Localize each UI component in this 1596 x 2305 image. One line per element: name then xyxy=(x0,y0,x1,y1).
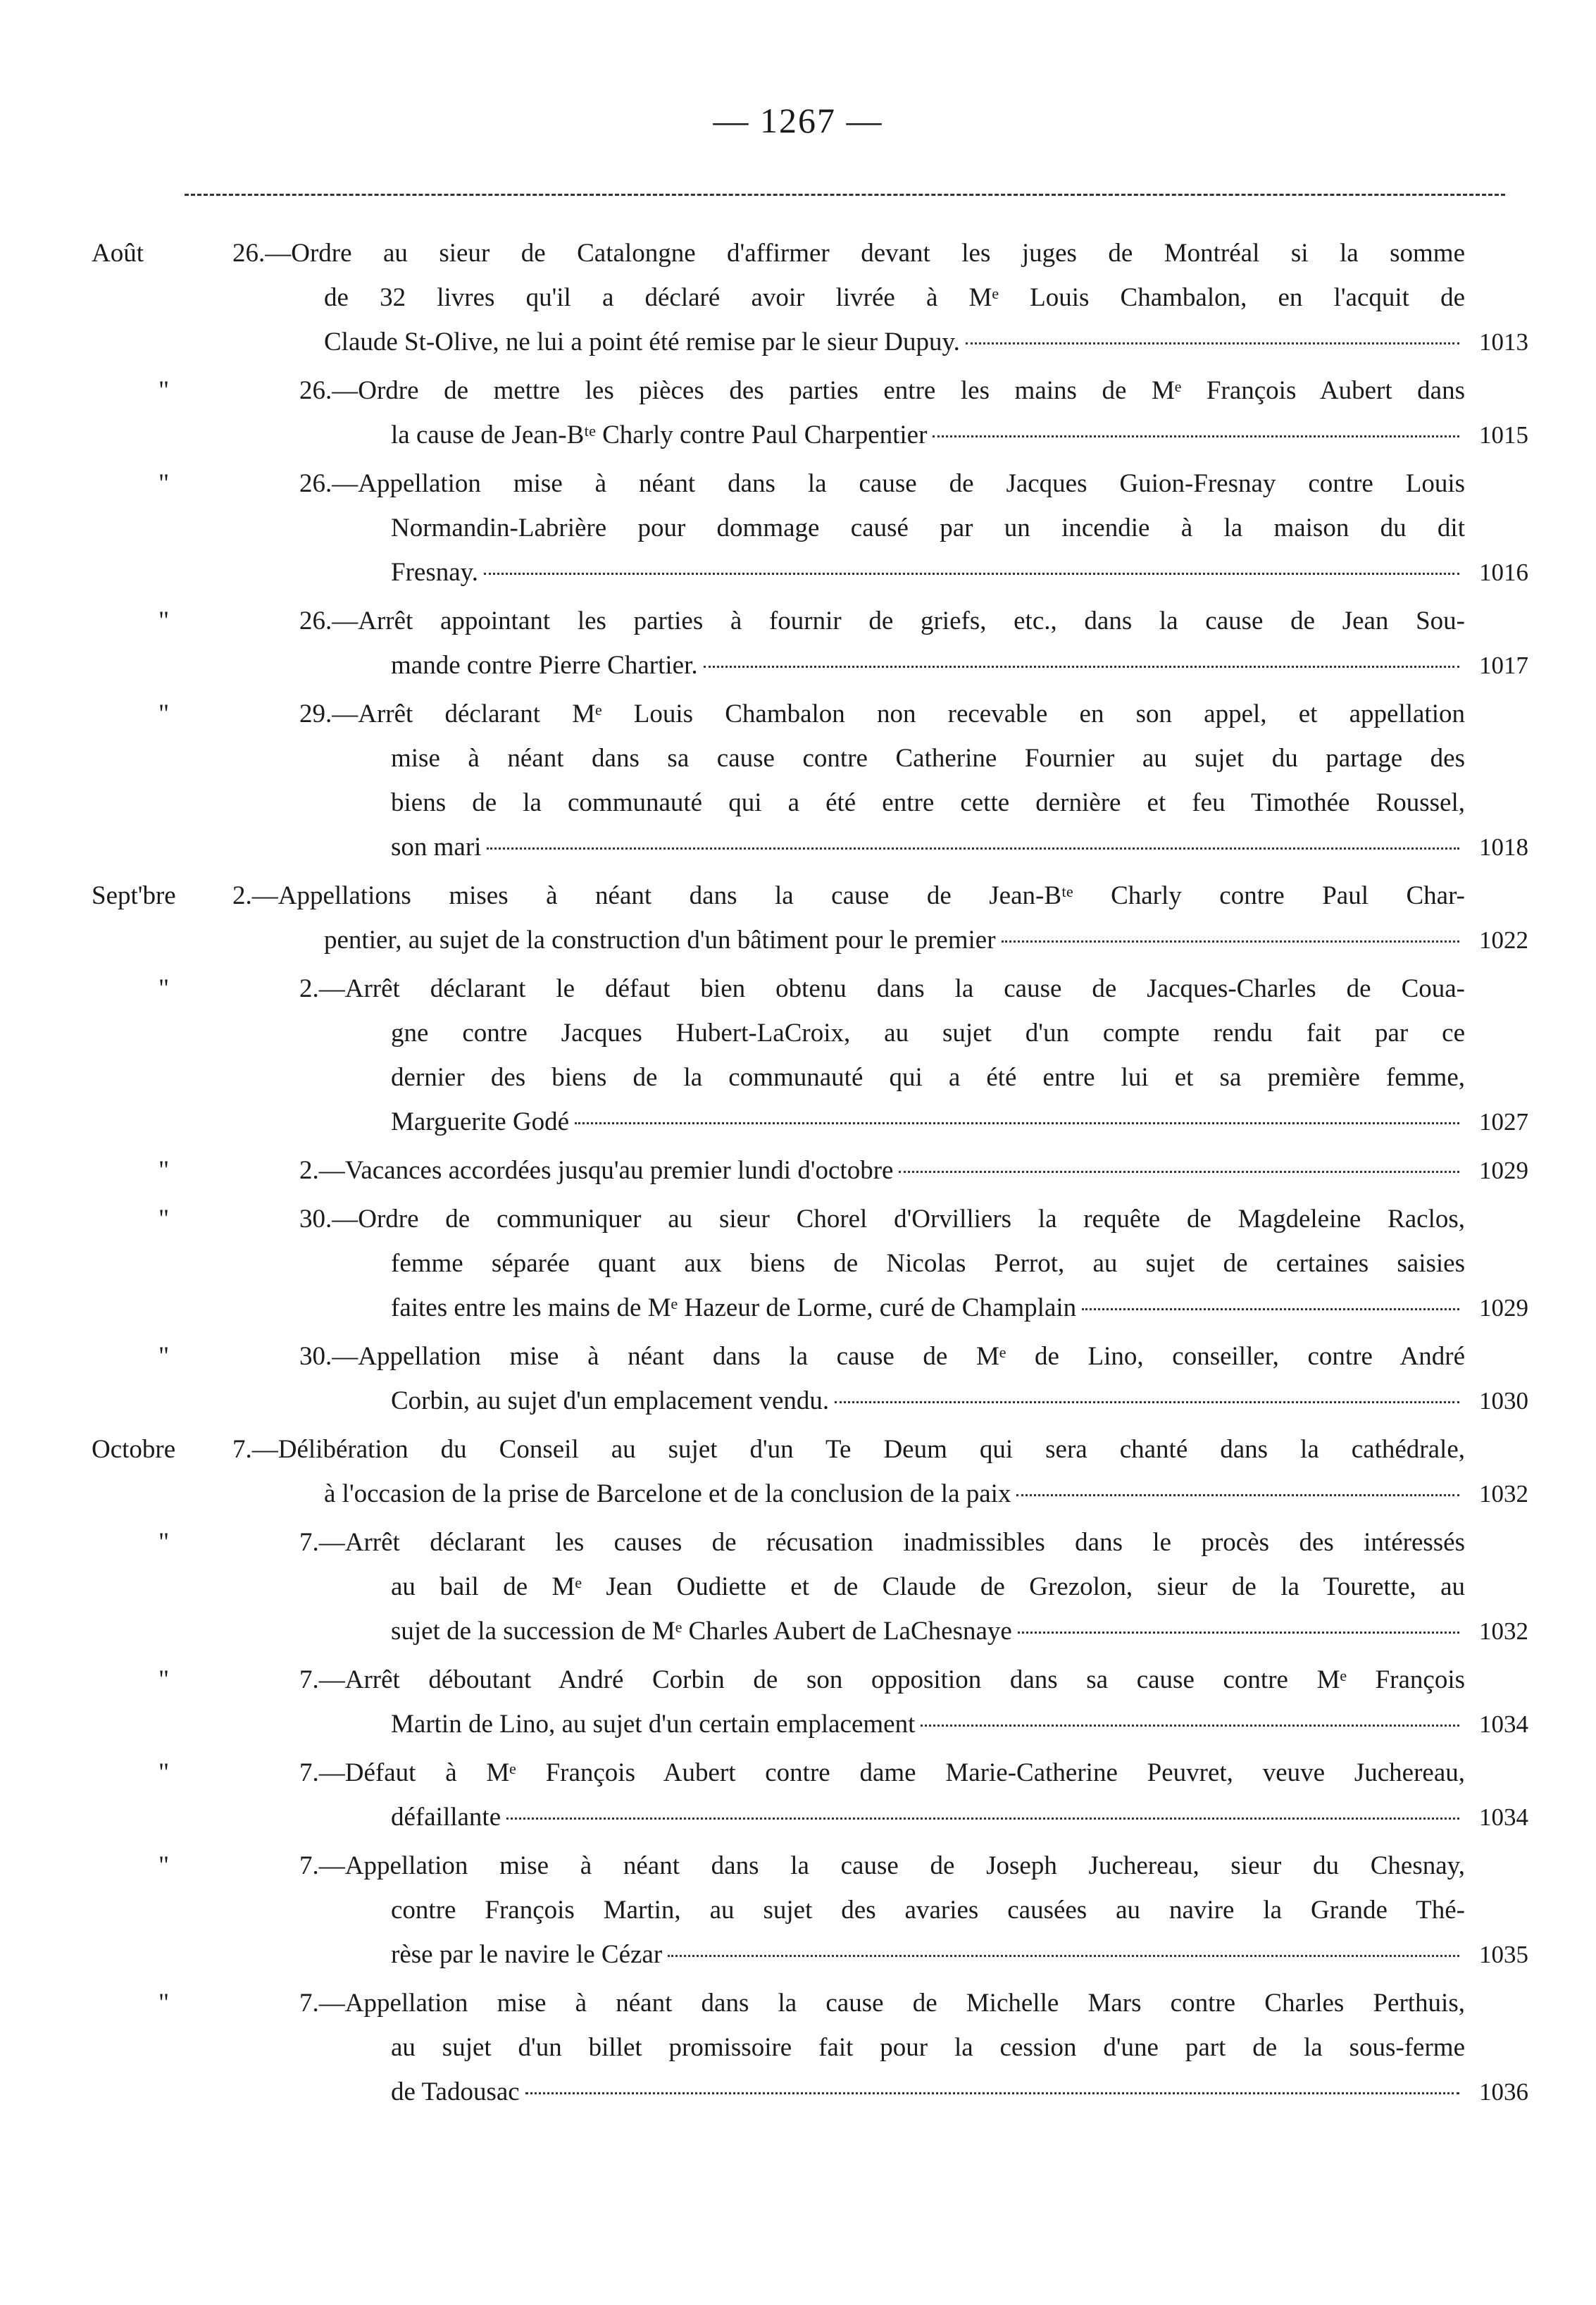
entry-month: Sept'bre xyxy=(92,881,176,910)
entry-text: 7.—Arrêt déboutant André Corbin de son opposition dans sa cause contre Mᵉ François xyxy=(299,1665,1465,1694)
entry-text: 26.—Arrêt appointant les parties à fournir de griefs, etc., dans la cause de Jean Sou- xyxy=(299,607,1465,635)
entry-page-number: 1036 xyxy=(1479,2078,1528,2106)
entry-month: " xyxy=(158,1528,170,1557)
index-entry xyxy=(92,1148,1528,1193)
entry-line xyxy=(299,1565,1528,1609)
entry-page-number: 1015 xyxy=(1479,421,1528,449)
entry-line xyxy=(299,1795,1528,1839)
entry-line xyxy=(232,320,1528,364)
entry-line xyxy=(299,1148,1528,1193)
entry-text: Marguerite Godé xyxy=(391,1107,570,1136)
entry-line xyxy=(299,643,1528,688)
dot-leader xyxy=(668,1955,1459,1957)
entry-content xyxy=(299,1148,1528,1193)
entry-month: " xyxy=(158,1342,170,1371)
entry-text: 7.—Défaut à Mᵉ François Aubert contre dame Marie-Catherine Peuvret, veuve Juchereau, xyxy=(299,1758,1465,1787)
entry-text: Fresnay. xyxy=(391,558,478,587)
entry-line xyxy=(299,1286,1528,1330)
index-entry xyxy=(92,461,1528,595)
entry-text: biens de la communauté qui a été entre cette dernière et feu Timothée Roussel, xyxy=(391,788,1465,817)
entry-text: 7.—Délibération du Conseil au sujet d'un Te Deum qui sera chanté dans la cathédrale, xyxy=(232,1435,1465,1464)
entry-text: 7.—Appellation mise à néant dans la cause de Joseph Juchereau, sieur du Chesnay, xyxy=(299,1851,1465,1880)
entry-text: à l'occasion de la prise de Barcelone et de la conclusion de la paix xyxy=(324,1479,1011,1508)
page-number: — 1267 — xyxy=(713,101,883,140)
index-entry xyxy=(92,1427,1528,1516)
entry-line xyxy=(299,550,1528,595)
dot-leader xyxy=(921,1725,1459,1727)
dot-leader xyxy=(899,1171,1459,1173)
entry-line xyxy=(232,918,1528,962)
entry-line xyxy=(299,1932,1528,1977)
dot-leader xyxy=(1018,1632,1459,1634)
entry-line xyxy=(299,1100,1528,1144)
entry-text: 29.—Arrêt déclarant Mᵉ Louis Chambalon non recevable en son appel, et appellation xyxy=(299,700,1465,728)
index-entry xyxy=(92,368,1528,457)
entry-text: femme séparée quant aux biens de Nicolas Perrot, au sujet de certaines saisies xyxy=(391,1249,1465,1278)
entry-month: " xyxy=(158,1205,170,1234)
dot-leader xyxy=(1082,1308,1459,1310)
entry-text: 26.—Appellation mise à néant dans la cause de Jacques Guion-Fresnay contre Louis xyxy=(299,469,1465,498)
entry-text: au sujet d'un billet promissoire fait pour la cession d'une part de la sous-ferme xyxy=(391,2033,1465,2062)
entry-text: 2.—Vacances accordées jusqu'au premier lundi d'octobre xyxy=(299,1156,894,1185)
entry-content xyxy=(299,1197,1528,1330)
entry-line xyxy=(299,736,1528,781)
dot-leader xyxy=(704,666,1459,668)
entry-page-number: 1022 xyxy=(1479,926,1528,954)
entry-text: pentier, au sujet de la construction d'un bâtiment pour le premier xyxy=(324,926,996,955)
entry-text: Corbin, au sujet d'un emplacement vendu. xyxy=(391,1386,830,1415)
index-entry xyxy=(92,1751,1528,1839)
entry-text: la cause de Jean-Bᵗᵉ Charly contre Paul Charpentier xyxy=(391,421,928,449)
entry-line xyxy=(299,2070,1528,2114)
entry-content xyxy=(299,461,1528,595)
index-entry xyxy=(92,599,1528,688)
entry-content xyxy=(232,231,1528,364)
dot-leader xyxy=(1016,1494,1459,1496)
entry-text: 30.—Ordre de communiquer au sieur Chorel d'Orvilliers la requête de Magdeleine Raclos, xyxy=(299,1205,1465,1234)
dot-leader xyxy=(835,1401,1459,1403)
entry-month: Octobre xyxy=(92,1435,176,1464)
entry-line xyxy=(299,1520,1528,1565)
entry-page-number: 1029 xyxy=(1479,1157,1528,1184)
entry-month: Août xyxy=(92,239,144,268)
entry-line xyxy=(299,825,1528,869)
entry-page-number: 1034 xyxy=(1479,1710,1528,1738)
entry-line xyxy=(299,506,1528,550)
entry-text: 2.—Appellations mises à néant dans la cause de Jean-Bᵗᵉ Charly contre Paul Char- xyxy=(232,881,1465,910)
entry-month: " xyxy=(158,1758,170,1787)
index-entries xyxy=(92,231,1528,2118)
entry-text: 7.—Appellation mise à néant dans la cause de Michelle Mars contre Charles Perthuis, xyxy=(299,1989,1465,2018)
entry-content xyxy=(299,599,1528,688)
entry-text: Martin de Lino, au sujet d'un certain emplacement xyxy=(391,1710,916,1739)
entry-page-number: 1027 xyxy=(1479,1108,1528,1136)
entry-line xyxy=(232,1427,1528,1472)
entry-text: Claude St-Olive, ne lui a point été remise par le sieur Dupuy. xyxy=(324,328,960,356)
index-entry xyxy=(92,1844,1528,1977)
entry-content xyxy=(299,1751,1528,1839)
entry-content xyxy=(299,368,1528,457)
dot-leader xyxy=(506,1818,1459,1820)
entry-line xyxy=(299,967,1528,1011)
entry-month: " xyxy=(158,1989,170,2018)
index-entry xyxy=(92,1981,1528,2114)
entry-content xyxy=(299,967,1528,1144)
index-entry xyxy=(92,1197,1528,1330)
entry-line xyxy=(299,1241,1528,1286)
header-rule xyxy=(185,194,1505,196)
entry-page-number: 1034 xyxy=(1479,1803,1528,1831)
entry-line xyxy=(299,1011,1528,1055)
entry-page-number: 1018 xyxy=(1479,833,1528,861)
entry-text: son mari xyxy=(391,833,482,862)
entry-text: contre François Martin, au sujet des avaries causées au navire la Grande Thé- xyxy=(391,1896,1465,1925)
entry-text: 2.—Arrêt déclarant le défaut bien obtenu dans la cause de Jacques-Charles de Coua- xyxy=(299,974,1465,1003)
entry-line xyxy=(232,874,1528,918)
dot-leader xyxy=(966,342,1459,344)
entry-line xyxy=(299,1981,1528,2025)
entry-page-number: 1029 xyxy=(1479,1294,1528,1322)
index-entry xyxy=(92,692,1528,869)
entry-month: " xyxy=(158,974,170,1003)
entry-content xyxy=(232,1427,1528,1516)
entry-line xyxy=(299,1844,1528,1888)
index-entry xyxy=(92,231,1528,364)
entry-content xyxy=(232,874,1528,962)
entry-page-number: 1013 xyxy=(1479,328,1528,356)
entry-month: " xyxy=(158,1851,170,1880)
entry-text: faites entre les mains de Mᵉ Hazeur de Lorme, curé de Champlain xyxy=(391,1293,1077,1322)
entry-line xyxy=(299,1702,1528,1746)
entry-line xyxy=(299,781,1528,825)
entry-content xyxy=(299,1981,1528,2114)
entry-text: de 32 livres qu'il a déclaré avoir livrée à Mᵉ Louis Chambalon, en l'acquit de xyxy=(324,283,1465,312)
entry-text: mise à néant dans sa cause contre Catherine Fournier au sujet du partage des xyxy=(391,744,1465,773)
entry-line xyxy=(299,692,1528,736)
entry-line xyxy=(299,1055,1528,1100)
index-entry xyxy=(92,1658,1528,1746)
entry-month: " xyxy=(158,1665,170,1694)
entry-line xyxy=(299,599,1528,643)
entry-line xyxy=(299,1197,1528,1241)
entry-line xyxy=(232,1472,1528,1516)
entry-text: 7.—Arrêt déclarant les causes de récusation inadmissibles dans le procès des intéressés xyxy=(299,1528,1465,1557)
entry-month: " xyxy=(158,376,170,405)
entry-line xyxy=(299,1334,1528,1379)
entry-text: mande contre Pierre Chartier. xyxy=(391,651,698,680)
dot-leader xyxy=(487,847,1459,850)
entry-page-number: 1035 xyxy=(1479,1941,1528,1968)
dot-leader xyxy=(575,1122,1459,1124)
entry-line xyxy=(299,1379,1528,1423)
entry-text: défaillante xyxy=(391,1803,501,1832)
index-entry xyxy=(92,874,1528,962)
entry-content xyxy=(299,1334,1528,1423)
entry-content xyxy=(299,1658,1528,1746)
entry-line xyxy=(299,1609,1528,1653)
index-entry xyxy=(92,1520,1528,1653)
dot-leader xyxy=(484,573,1459,575)
entry-line xyxy=(299,368,1528,413)
entry-content xyxy=(299,692,1528,869)
dot-leader xyxy=(933,435,1459,437)
entry-content xyxy=(299,1844,1528,1977)
entry-text: dernier des biens de la communauté qui a été entre lui et sa première femme, xyxy=(391,1063,1465,1092)
index-entry xyxy=(92,1334,1528,1423)
entry-line xyxy=(299,1751,1528,1795)
entry-month: " xyxy=(158,469,170,498)
index-entry xyxy=(92,967,1528,1144)
entry-month: " xyxy=(158,607,170,635)
entry-page-number: 1032 xyxy=(1479,1617,1528,1645)
entry-month: " xyxy=(158,700,170,728)
entry-line xyxy=(299,1658,1528,1702)
entry-month: " xyxy=(158,1156,170,1185)
entry-line xyxy=(232,231,1528,275)
entry-text: au bail de Mᵉ Jean Oudiette et de Claude de Grezolon, sieur de la Tourette, au xyxy=(391,1572,1465,1601)
entry-page-number: 1016 xyxy=(1479,559,1528,586)
entry-line xyxy=(299,2025,1528,2070)
entry-content xyxy=(299,1520,1528,1653)
entry-text: de Tadousac xyxy=(391,2077,520,2106)
entry-text: rèse par le navire le Cézar xyxy=(391,1940,663,1969)
entry-line xyxy=(299,461,1528,506)
entry-page-number: 1017 xyxy=(1479,652,1528,679)
entry-line xyxy=(232,275,1528,320)
entry-text: 26.—Ordre de mettre les pièces des parties entre les mains de Mᵉ François Aubert dans xyxy=(299,376,1465,405)
entry-text: sujet de la succession de Mᵉ Charles Aubert de LaChesnaye xyxy=(391,1617,1012,1646)
dot-leader xyxy=(525,2092,1459,2094)
entry-text: Normandin-Labrière pour dommage causé par un incendie à la maison du dit xyxy=(391,514,1465,542)
entry-text: 26.—Ordre au sieur de Catalongne d'affirmer devant les juges de Montréal si la somme xyxy=(232,239,1465,268)
dot-leader xyxy=(1002,940,1459,943)
entry-text: 30.—Appellation mise à néant dans la cause de Mᵉ de Lino, conseiller, contre André xyxy=(299,1342,1465,1371)
entry-line xyxy=(299,413,1528,457)
entry-line xyxy=(299,1888,1528,1932)
entry-text: gne contre Jacques Hubert-LaCroix, au sujet d'un compte rendu fait par ce xyxy=(391,1019,1465,1048)
entry-page-number: 1032 xyxy=(1479,1480,1528,1508)
entry-page-number: 1030 xyxy=(1479,1387,1528,1415)
